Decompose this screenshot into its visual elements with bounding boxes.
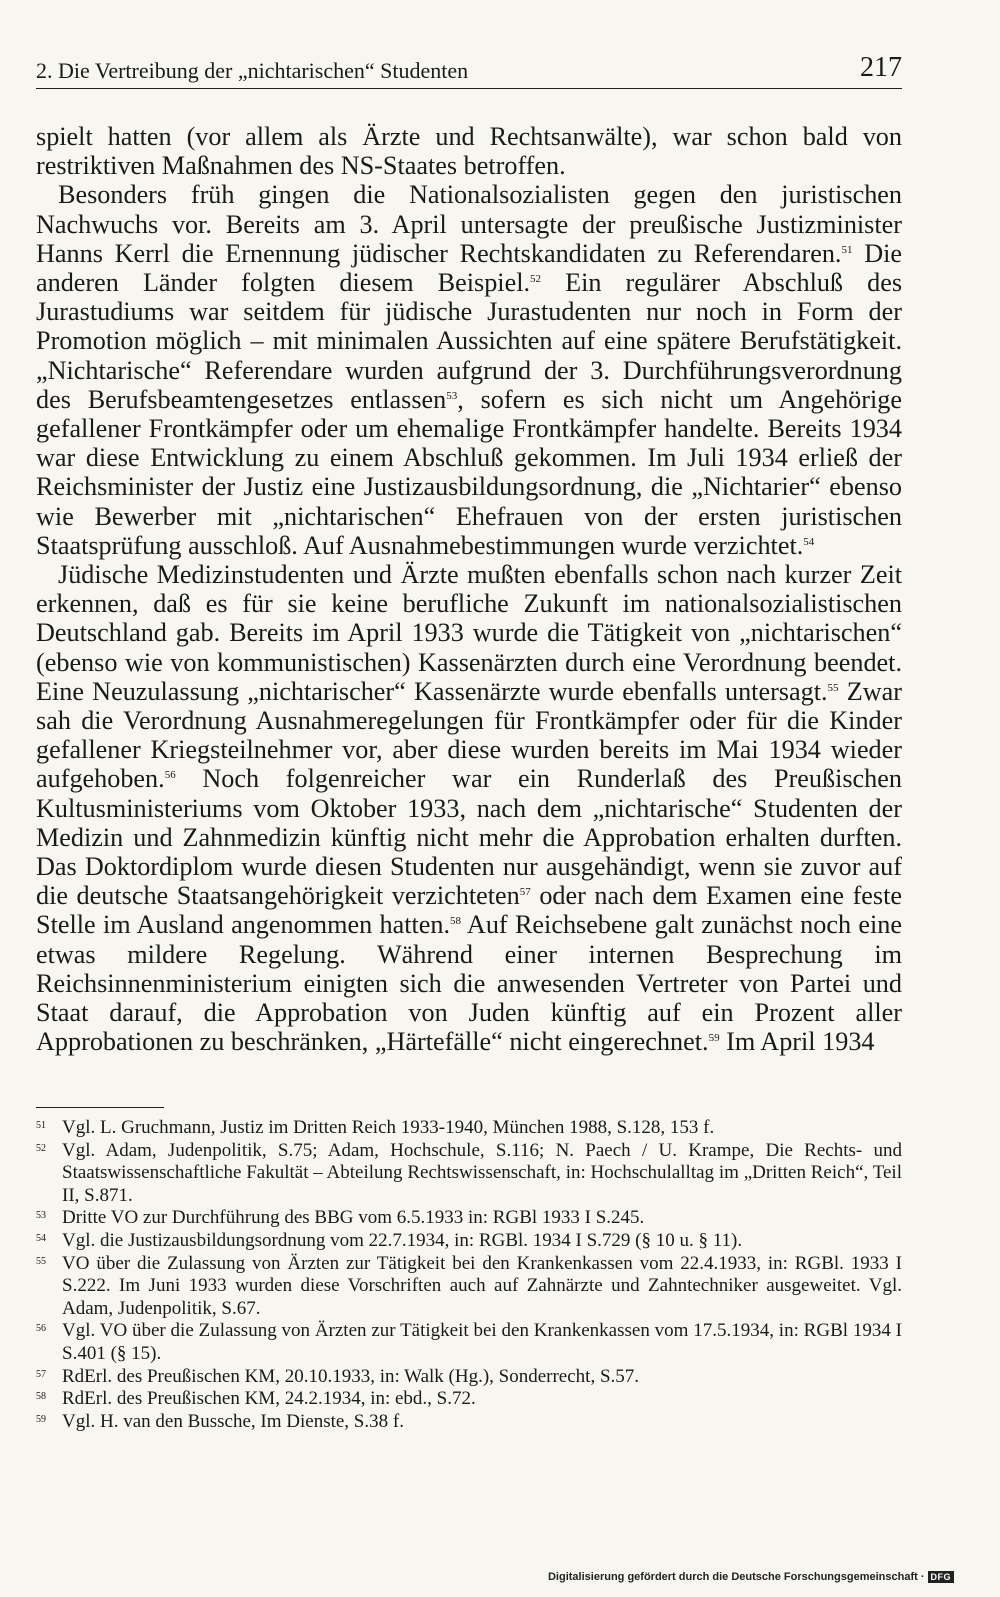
footnote-ref[interactable]: 54 (803, 535, 815, 548)
footnote-text: Vgl. L. Gruchmann, Justiz im Dritten Reich 1933-1940, München 1988, S.128, 153 f. (62, 1117, 715, 1138)
digitization-credit (548, 1571, 954, 1583)
footnotes (36, 1117, 902, 1433)
footnote-text: VO über die Zulassung von Ärzten zur Tätigkeit bei den Krankenkassen vom 22.4.1933, in: RGBl. 1933 I S.222. Im Juni 1933 wurden diese Vorschriften auch auf Zahnärzte und Zahntechniker ausgeweitet. Vgl. Adam, Judenpolitik, S.67. (62, 1252, 902, 1319)
footnote-text: Dritte VO zur Durchführung des BBG vom 6.5.1933 in: RGBl 1933 I S.245. (62, 1207, 645, 1229)
footnote-51 (36, 1117, 902, 1140)
footnote-text: Vgl. H. van den Bussche, Im Dienste, S.38 f. (62, 1410, 404, 1432)
footnote-52 (36, 1140, 902, 1208)
dfg-logo-icon: DFG (928, 1571, 955, 1583)
footnote-53 (36, 1207, 902, 1230)
footnote-ref[interactable]: 53 (446, 389, 458, 402)
paragraph-1: spielt hatten (vor allem als Ärzte und Rechtsanwälte), war schon bald von restriktiven Maßnahmen des NS-Staates betroffen. (36, 122, 902, 181)
footnote-number: 54 (36, 1232, 46, 1244)
paragraph-2: Besonders früh gingen die Nationalsozialisten gegen den juristischen Nachwuchs vor. Bereits am 3. April untersagte der preußische Justizminister Hanns Kerrl die Ernennung jüdischer Rechtskandidaten zu Referendaren.$^{51}$ Die anderen Länder folgten diesem Beispiel.$^{52}$ Ein regulärer Abschluß des Jurastudiums war seitdem für jüdische Jurastudenten nur noch in Form der Promotion möglich – mit minimalen Aussichten auf eine spätere Berufstätigkeit. „Nichtarische“ Referendare wurden aufgrund der 3. Durchführungsverordnung des Berufsbeamtengesetzes entlassen$^{53}$, sofern es sich nicht um Angehörige gefallener Frontkämpfer oder um ehemalige Frontkämpfer handelte. Bereits 1934 war diese Entwicklung zu einem Abschluß gekommen. Im Juli 1934 erließ der Reichsminister der Justiz eine Justizausbildungsordnung, die „Nichtarier“ ebenso wie Bewerber mit „nichtarischen“ Ehefrauen von der ersten juristischen Staatsprüfung ausschloß. Auf Ausnahmebestimmungen wurde verzichtet.$^{54}$ (36, 180, 903, 560)
footnote-number: 53 (36, 1210, 46, 1222)
footnote-56 (36, 1320, 902, 1365)
page-number: 217 (860, 52, 902, 83)
footnote-text: RdErl. des Preußischen KM, 24.2.1934, in: ebd., S.72. (62, 1388, 476, 1410)
footnote-ref[interactable]: 51 (841, 243, 853, 256)
footnote-number: 57 (36, 1368, 46, 1380)
footnote-59 (36, 1411, 902, 1434)
digitization-text: Digitalisierung gefördert durch die Deutsche Forschungsgemeinschaft · (547, 1571, 925, 1583)
running-head: 2. Die Vertreibung der „nichtarischen“ Studenten (36, 58, 469, 83)
footnote-54 (36, 1230, 902, 1253)
footnote-text: RdErl. des Preußischen KM, 20.10.1933, in: Walk (Hg.), Sonderrecht, S.57. (62, 1365, 640, 1387)
footnote-ref[interactable]: 57 (519, 886, 531, 899)
footnote-number: 56 (36, 1323, 46, 1335)
footnote-number: 55 (36, 1255, 46, 1267)
footnote-number: 58 (36, 1391, 46, 1403)
footnote-number: 52 (36, 1142, 46, 1154)
footnote-55 (36, 1253, 902, 1321)
footnote-text: Vgl. VO über die Zulassung von Ärzten zur Tätigkeit bei den Krankenkassen vom 17.5.1934, in: RGBl 1934 I S.401 (§ 15). (62, 1320, 902, 1364)
footnote-ref[interactable]: 56 (164, 769, 176, 782)
footnote-divider (36, 1107, 164, 1108)
footnote-ref[interactable]: 58 (450, 915, 462, 928)
footnote-ref[interactable]: 55 (827, 681, 839, 694)
footnote-text: Vgl. die Justizausbildungsordnung vom 22.7.1934, in: RGBl. 1934 I S.729 (§ 10 u. § 11). (62, 1229, 743, 1251)
footnote-text: Vgl. Adam, Judenpolitik, S.75; Adam, Hochschule, S.116; N. Paech / U. Krampe, Die Rechts- und Staatswissenschaftliche Fakultät – Abteilung Rechtswissenschaft, in: Hochschulalltag im „Dritten Reich“, Teil II, S.871. (62, 1139, 902, 1206)
footnote-57 (36, 1366, 902, 1389)
page-header (36, 52, 902, 89)
footnote-ref[interactable]: 52 (530, 273, 542, 286)
footnote-number: 59 (36, 1413, 46, 1425)
body-text (36, 122, 902, 1057)
footnote-ref[interactable]: 59 (708, 1032, 720, 1045)
footnote-number: 51 (36, 1120, 46, 1131)
footnote-58 (36, 1388, 902, 1411)
paragraph-3: Jüdische Medizinstudenten und Ärzte mußten ebenfalls schon nach kurzer Zeit erkennen, daß es für sie keine berufliche Zukunft im nationalsozialistischen Deutschland gab. Bereits im April 1933 wurde die Tätigkeit von „nichtarischen“ (ebenso wie von kommunistischen) Kassenärzten durch eine Verordnung beendet. Eine Neuzulassung „nichtarischer“ Kassenärzte wurde ebenfalls untersagt.$^{55}$ Zwar sah die Verordnung Ausnahmeregelungen für Frontkämpfer oder für die Kinder gefallener Kriegsteilnehmer vor, aber diese wurden bereits im Mai 1934 wieder aufgehoben.$^{56}$ Noch folgenreicher war ein Runderlaß des Preußischen Kultusministeriums vom Oktober 1933, nach dem „nichtarische“ Studenten der Medizin und Zahnmedizin künftig nicht mehr die Approbation erhalten durften. Das Doktordiplom wurde diesen Studenten nur ausgehändigt, wenn sie zuvor auf die deutsche Staatsangehörigkeit verzichteten$^{57}$ oder nach dem Examen eine feste Stelle im Ausland angenommen hatten.$^{58}$ Auf Reichsebene galt zunächst noch eine etwas mildere Regelung. Während einer internen Besprechung im Reichsinnenministerium einigten sich die anwesenden Vertreter von Partei und Staat darauf, die Approbation von Juden künftig auf ein Prozent aller Approbationen zu beschränken, „Härtefälle“ nicht eingerechnet.$^{59}$ Im April 1934 (36, 560, 903, 1057)
